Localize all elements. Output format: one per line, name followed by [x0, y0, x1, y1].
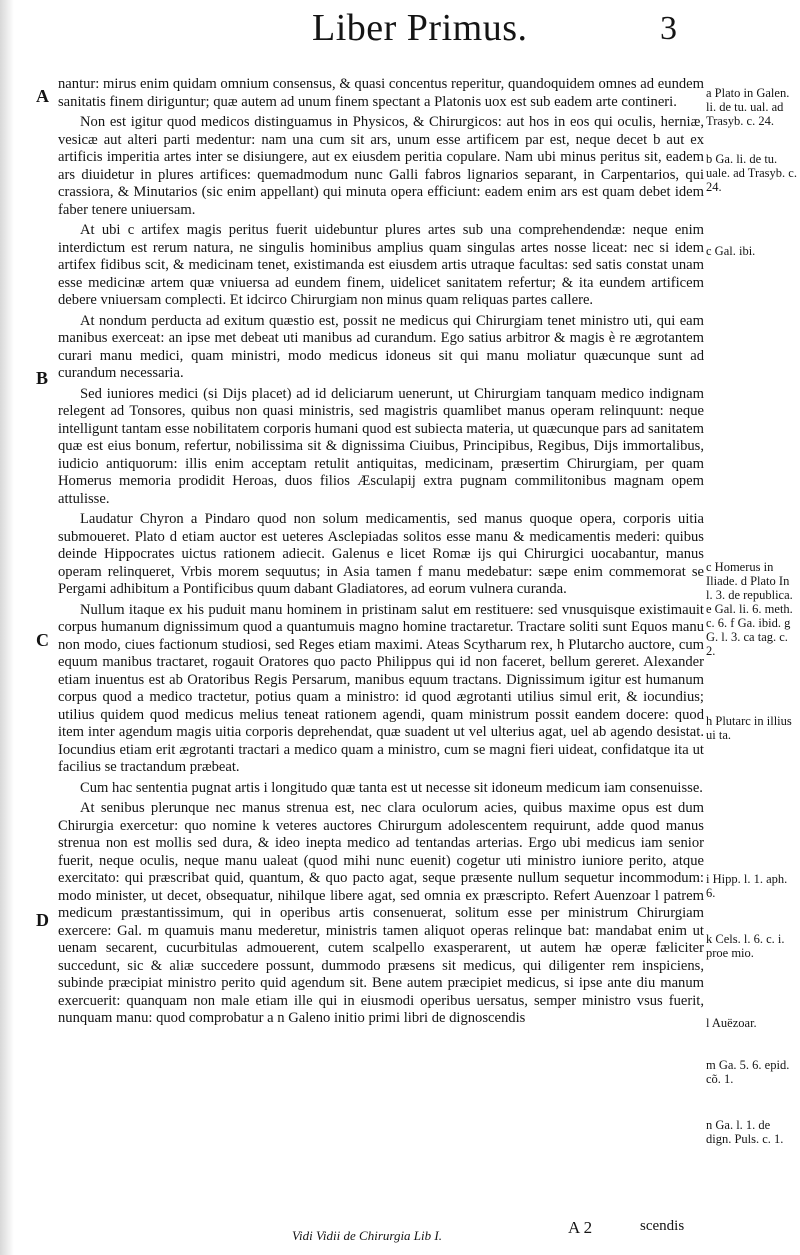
- catchword: scendis: [640, 1218, 685, 1234]
- margin-note: m Ga. 5. 6. epid. cõ. 1.: [706, 1058, 790, 1086]
- paragraph: At ubi c artifex magis peritus fuerit uidebuntur plures artes sub una comprehendendæ: neque enim interdictum est rerum natura, ne singulis hominibus amplius quam singulas artes nosse liceat: nec si idem artifex fidibus scit, & medicinam tenet, existimanda est eiusdem artis utraque facultas: sed satis constat unam esse medicinæ artem quæ vniuersa ad eundem finem, uidelicet sanitatem refertur; & ita eundem artificem debere vniuersam complecti. Et idcirco Chirurgiam non minus quam reliquas partes callere.: [58, 222, 704, 308]
- main-text-column: [58, 76, 704, 1031]
- signature-mark: A 2: [568, 1218, 593, 1237]
- margin-note: n Ga. l. 1. de dign. Puls. c. 1.: [706, 1118, 784, 1146]
- paragraph: Sed iuniores medici (si Dijs placet) ad id deliciarum uenerunt, ut Chirurgiam tanquam medico indignam relegent ad Tonsores, quibus non quasi ministris, sed magistris quamlibet manus operam relinquunt: neque intelligunt tantam esse nobilitatem corporis humani quod est subiecta materia, ut quæcunque pars ad sanitatem quæ est eius bonum, refertur, nobilissima sit & dignissima Ciuibus, Principibus, Regibus, Dijs immortalibus, iudicio antiquorum: illis enim acceptam retulit antiquitas, medicinam, præsertim Chirurgiam, per quam Homerus memoria prodidit Heroas, duos filios Æsculapij extra pugnam commilitonibus magnam opem attulisse.: [58, 385, 704, 507]
- margin-note: c Homerus in Iliade. d Plato In l. 3. de republica. e Gal. li. 6. meth. c. 6. f Ga. ibid. g G. l. 3. ca tag. c. 2.: [706, 560, 793, 658]
- paragraph: At senibus plerunque nec manus strenua est, nec clara oculorum acies, quibus maxime opus est dum Chirurgia exercetur: quo nomine k veteres auctores Chirurgum adolescentem requirunt, adde quod manus strenua non est mollis sed dura, & ideo inepta medico ad tentandas arterias. Ergo ubi medicus iam senior fuerit, neque oculis, neque manu ualeat (quod mihi nunc euenit) cogetur uti ministro iuniore perito, atque exercitato: qui præscribat quid, quantum, & quo pacto agat, seque præsente nullum sequetur incommodum: modo minister, ut decet, obsequatur, nihilque libere agat, sed omnia ex præscripto. Refert Auenzoar l patrem medicum præstantissimum, qui in operibus artis consenuerat, solitum esse per ministrum Chirurgiam exercere: Gal. m quamuis manu mederetur, ministris tamen aliquot operas relinque bat: mandabat enim ut uenam secarent, cucurbitulas admouerent, cutem scalpello exasperarent, ut autem hæ operæ fæliciter succedunt, sic & aliæ succedere possunt, dummodo præsens sit medicus, qui diligenter rem inspiciens, subinde præcipiat ministro perito quid agendum sit. Bene autem præcipiet medicus, si ipse ante diu manum exercuerit: quanquam non male etiam ille qui in eiusmodi operibus uersatus, semper ministro vsus fuerit, nunquam manu: quod comprobatur a n Galeno initio primi libri de dignoscendis: [58, 800, 704, 1026]
- page-number: 3: [660, 10, 677, 47]
- margin-letter-a: A: [36, 86, 49, 106]
- paragraph: Laudatur Chyron a Pindaro quod non solum medicamentis, sed manus quoque opera, corporis uitia submoueret. Plato d etiam auctor est ueteres Asclepiadas solitos esse manu & medicamentis mederi: quibus deinde Hippocrates uictus rationem adiecit. Galenus e licet Romæ ijs qui Chirurgici uocabantur, manus operam relinqueret, Vrbis morem sequutus; in Asia tamen f manu medebatur: sæpe enim commemorat se Pergami adhibitum a Pontificibus quum dabant Gladiatores, ad eorum vulnera curanda.: [58, 511, 704, 597]
- margin-letter-c: C: [36, 630, 49, 650]
- margin-note: b Ga. li. de tu. uale. ad Trasyb. c. 24.: [706, 152, 797, 194]
- margin-note: k Cels. l. 6. c. i. proe mio.: [706, 932, 785, 960]
- margin-letter-b: B: [36, 368, 49, 388]
- margin-note: l Auëzoar.: [706, 1016, 757, 1030]
- page-header: [0, 2, 800, 62]
- margin-note: i Hipp. l. 1. aph. 6.: [706, 872, 788, 900]
- margin-note: h Plutarc in illius ui ta.: [706, 714, 792, 742]
- paragraph: Non est igitur quod medicos distinguamus in Physicos, & Chirurgicos: aut hos in eos qui oculis, herniæ, vesicæ aut alteri parti medentur: nam una cum sit ars, unum esse artificem par est, neque decet b aut ex artificis imperitia artes inter se disiungere, aut ex eiusdem peritia copulare. Nam ubi minus peritus sit, eadem ars diuidetur in plures artifices: quemadmodum nunc Galli fabros lignarios separant, in Carpentarios, qui crassiora, & Minutarios (sic enim appellant) qui minuta opera efficiunt: eadem enim ars est quam debet idem faber tenere uniuersam.: [58, 114, 704, 218]
- margin-note: a Plato in Galen. li. de tu. ual. ad Trasyb. c. 24.: [706, 86, 790, 128]
- footer-signature-line: Vidi Vidii de Chirurgia Lib I.: [292, 1228, 442, 1243]
- paragraph: nantur: mirus enim quidam omnium consensus, & quasi concentus reperitur, quandoquidem omnes ad eundem sanitatis finem diriguntur; quæ autem ad unum finem spectant a Platonis uox est sub eadem arte contineri.: [58, 76, 704, 110]
- margin-note: c Gal. ibi.: [706, 244, 756, 258]
- paragraph: Cum hac sententia pugnat artis i longitudo quæ tanta est ut necesse sit idoneum medicum iam consenuisse.: [80, 779, 703, 796]
- running-head: Liber Primus.: [312, 7, 528, 49]
- page-edge-shadow: [0, 0, 14, 1255]
- paragraph: Nullum itaque ex his puduit manu hominem in pristinam salut em restituere: sed vnusquisque existimauit corpus humanum dignissimum quod a quantumuis magno homine tractaretur. Tractare soliti sunt Equos manu non modo, ciues factionum studiosi, sed Reges etiam maximi. Ateas Scytharum rex, h Plutarcho auctore, cum equum manibus tractaret, rogauit Oratores quo pacto Philippus qui id non faceret, bellum gereret. Alexander etiam inuentus est ab Oratoribus Regis Persarum, manibus equum tractans. Dignissimum igitur est humanum corpus quod a medico tractetur, potius quam a ministro: id quod ægrotanti utilius simul erit, & iocundius; utilius quidem quod medicus melius teneat rationem agendi, quam ministrum possit eandem docere: quod item inter agendum magis uitia corporis deprehendat, quæ suadent ut vel ulterius agat, uel ab agendo desistat. Iocundius etiam erit ægrotanti tractari a medico quam a ministro, cum se magni fieri uideat, confidatque ita ut facilius se tractandum præbeat.: [58, 601, 704, 775]
- margin-letter-d: D: [36, 910, 49, 930]
- page-footer: [0, 1212, 800, 1252]
- paragraph: At nondum perducta ad exitum quæstio est, possit ne medicus qui Chirurgiam tenet ministro uti, qui eam manibus exerceat: an ipse met debeat uti manibus ad curandum. Ego satius arbitror & magis è re ægrotantem curari manu medici, quam ministri, modo medicus idoneus sit qui manu moliatur quæcunque sunt ad curandum necessaria.: [58, 312, 704, 381]
